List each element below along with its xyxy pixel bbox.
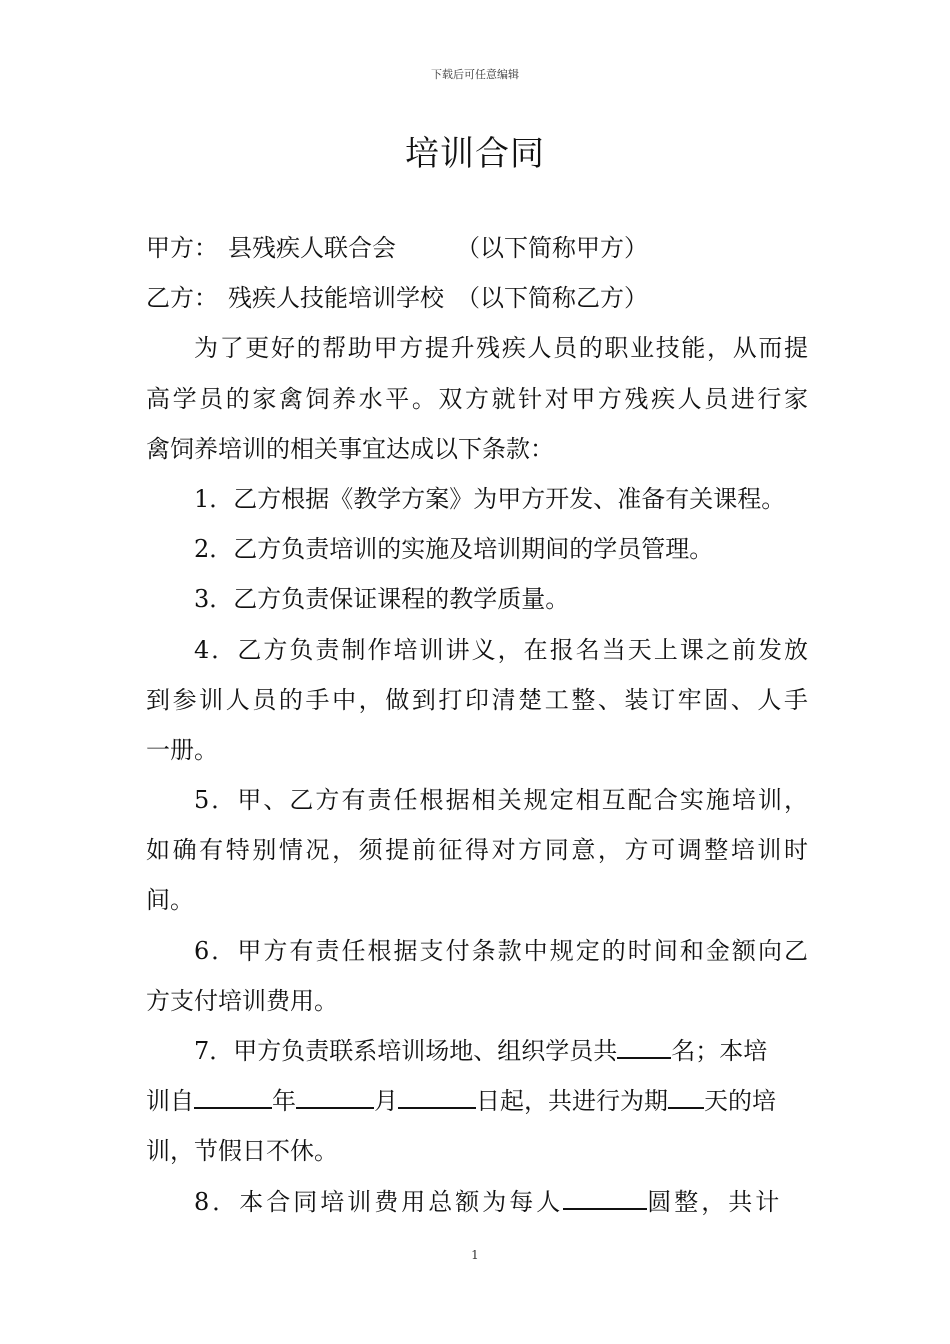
party-b-alias: （以下简称乙方） xyxy=(456,284,648,313)
party-b-name: 残疾人技能培训学校 xyxy=(228,284,444,313)
clause-7-text: 7．甲方负责联系培训场地、组织学员共 xyxy=(194,1037,618,1065)
clause-2: 2．乙方负责培训的实施及培训期间的学员管理。 xyxy=(194,535,714,564)
party-a-line xyxy=(146,223,808,273)
intro-line: 高学员的家禽饲养水平。双方就针对甲方残疾人员进行家 xyxy=(146,384,808,413)
party-a-name: 县残疾人联合会 xyxy=(228,234,396,262)
clause-7-text: 天的培 xyxy=(704,1087,776,1116)
clause-8-text: 圆整，共计 xyxy=(647,1187,783,1216)
clause-7-text: 年 xyxy=(272,1087,296,1116)
fee-per-person-blank[interactable] xyxy=(563,1178,647,1210)
clause-5-line: 如确有特别情况，须提前征得对方同意，方可调整培训时 xyxy=(146,836,808,865)
clause-5-line: 5．甲、乙方有责任根据相关规定相互配合实施培训， xyxy=(194,786,808,815)
start-day-blank[interactable] xyxy=(398,1077,476,1109)
clause-7-line xyxy=(146,1026,808,1076)
clause-8-text: 8．本合同培训费用总额为每人 xyxy=(194,1187,564,1216)
party-b-label: 乙方： xyxy=(146,284,218,313)
contract-body xyxy=(146,223,808,1227)
duration-days-blank[interactable] xyxy=(668,1077,704,1109)
intro-line: 禽饲养培训的相关事宜达成以下条款： xyxy=(146,434,554,463)
start-year-blank[interactable] xyxy=(194,1077,272,1109)
page-number: 1 xyxy=(471,1248,479,1262)
clause-8-line xyxy=(146,1177,808,1227)
clause-4-line: 一册。 xyxy=(146,735,218,764)
clause-1: 1．乙方根据《教学方案》为甲方开发、准备有关课程。 xyxy=(194,484,786,513)
party-a-label: 甲方： xyxy=(146,234,218,262)
clause-7-text: 名；本培 xyxy=(671,1037,768,1065)
clause-6-line: 6．甲方有责任根据支付条款中规定的时间和金额向乙 xyxy=(194,936,808,965)
clause-4-line: 4．乙方负责制作培训讲义，在报名当天上课之前发放 xyxy=(194,635,808,664)
clause-6-line: 方支付培训费用。 xyxy=(146,986,338,1015)
document-title: 培训合同 xyxy=(405,134,545,174)
clause-7-text: 日起，共进行为期 xyxy=(476,1087,668,1116)
clause-7-line: 训，节假日不休。 xyxy=(146,1137,338,1166)
intro-line: 为了更好的帮助甲方提升残疾人员的职业技能，从而提 xyxy=(194,334,808,363)
clause-7-line xyxy=(146,1076,808,1126)
start-month-blank[interactable] xyxy=(296,1077,374,1109)
header-note: 下载后可任意编辑 xyxy=(431,68,519,81)
clause-7-text: 训自 xyxy=(146,1087,194,1116)
party-a-alias: （以下简称甲方） xyxy=(456,234,648,262)
clause-4-line: 到参训人员的手中，做到打印清楚工整、装订牢固、人手 xyxy=(146,685,808,714)
party-b-line xyxy=(146,273,808,323)
clause-5-line: 间。 xyxy=(146,886,194,915)
clause-7-text: 月 xyxy=(374,1087,398,1116)
clause-3: 3．乙方负责保证课程的教学质量。 xyxy=(194,585,570,614)
student-count-blank[interactable] xyxy=(617,1027,671,1059)
